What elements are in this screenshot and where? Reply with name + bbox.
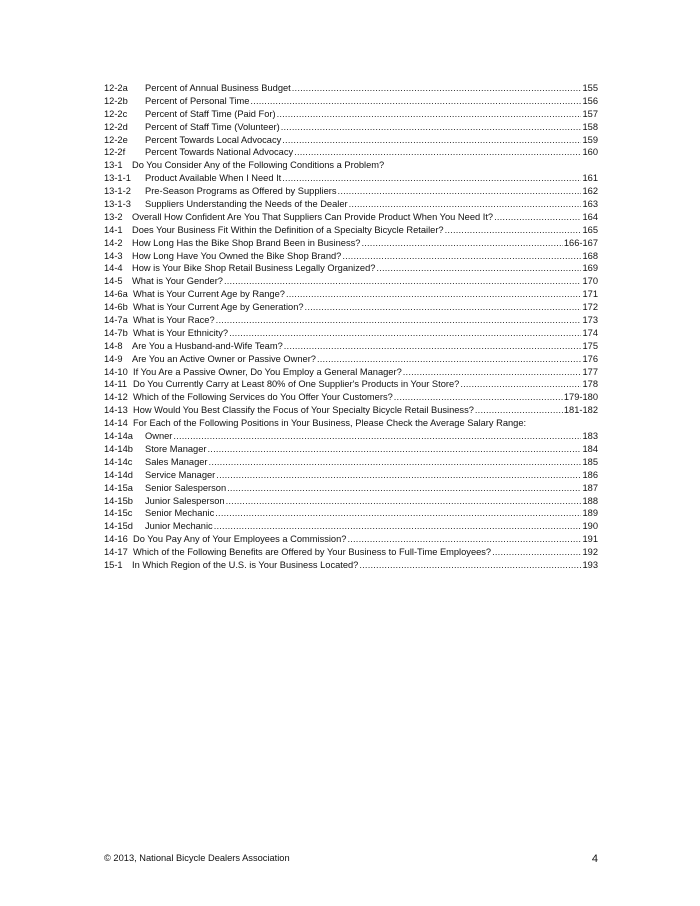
- dot-leader: [347, 533, 581, 546]
- toc-entry[interactable]: [104, 95, 598, 108]
- toc-entry-title: Which of the Following Services do You Offer Your Customers?: [133, 392, 393, 403]
- dot-leader: [226, 495, 582, 508]
- toc-entry[interactable]: [104, 185, 598, 198]
- toc-entry-page: 183: [582, 431, 598, 442]
- toc-entry[interactable]: [104, 507, 598, 520]
- toc-entry[interactable]: [104, 314, 598, 327]
- dot-leader: [445, 224, 582, 237]
- toc-entry-page: 175: [582, 340, 598, 351]
- toc-entry-title: Which of the Following Benefits are Offered by Your Business to Full-Time Employees?: [133, 547, 492, 558]
- dot-leader: [281, 121, 582, 134]
- toc-entry-title: Junior Salesperson: [145, 495, 225, 506]
- toc-entry-number: 14-3: [104, 250, 123, 261]
- toc-entry-page: 170: [582, 276, 598, 287]
- toc-entry-page: 185: [582, 456, 598, 467]
- toc-entry-page: 172: [582, 302, 598, 313]
- dot-leader: [403, 366, 582, 379]
- toc-entry[interactable]: [104, 134, 598, 147]
- toc-entry[interactable]: [104, 172, 598, 185]
- toc-entry[interactable]: [104, 288, 598, 301]
- toc-entry-page: 165: [582, 224, 598, 235]
- toc-entry-title: Suppliers Understanding the Needs of the Dealer: [145, 199, 348, 210]
- toc-entry[interactable]: [104, 224, 598, 237]
- toc-entry-page: 160: [582, 147, 598, 158]
- toc-entry-number: 14-7a: [104, 315, 128, 326]
- toc-entry[interactable]: [104, 211, 598, 224]
- toc-entry-number: 15-1: [104, 559, 123, 570]
- toc-entry-page: 155: [582, 83, 598, 93]
- toc-entry-number: 14-12: [104, 392, 128, 403]
- toc-entry-title: What is Your Race?: [133, 315, 215, 326]
- dot-leader: [250, 95, 581, 108]
- footer: [104, 853, 598, 865]
- toc-entry-title: Pre-Season Programs as Offered by Suppliers: [145, 186, 337, 197]
- toc-entry-title: Store Manager: [145, 443, 207, 454]
- toc-entry-page: 171: [582, 289, 598, 300]
- toc-entry[interactable]: [104, 559, 598, 572]
- dot-leader: [216, 314, 582, 327]
- toc-entry-number: 14-10: [104, 366, 128, 377]
- toc-entry-number: 14-15a: [104, 482, 133, 493]
- toc-entry-title: Percent Towards National Advocacy: [145, 147, 294, 158]
- dot-leader: [460, 378, 581, 391]
- toc-entry-number: 14-7b: [104, 327, 128, 338]
- toc-entry[interactable]: [104, 404, 598, 417]
- toc-entry-title: How Long Has the Bike Shop Brand Been in Business?: [132, 237, 361, 248]
- toc-entry-number: 14-14b: [104, 443, 133, 454]
- toc-entry-page: 169: [582, 263, 598, 274]
- toc-entry[interactable]: [104, 430, 598, 443]
- toc-entry-title: Do You Currently Carry at Least 80% of One Supplier's Products in Your Store?: [133, 379, 460, 390]
- toc-entry-number: 13-1-1: [104, 173, 131, 184]
- toc-entry-title: How Long Have You Owned the Bike Shop Brand?: [132, 250, 342, 261]
- toc-entry-number: 14-2: [104, 237, 123, 248]
- dot-leader: [475, 404, 563, 417]
- toc-entry-page: 191: [582, 534, 598, 545]
- toc-entry[interactable]: [104, 482, 598, 495]
- toc-entry-title: Owner: [145, 431, 173, 442]
- toc-entry[interactable]: [104, 456, 598, 469]
- toc-entry[interactable]: [104, 159, 598, 172]
- toc-entry-title: In Which Region of the U.S. is Your Business Located?: [132, 559, 359, 570]
- toc-entry-page: 177: [582, 366, 598, 377]
- toc-entry-page: 188: [582, 495, 598, 506]
- dot-leader: [209, 456, 582, 469]
- toc-entry-number: 13-1-2: [104, 186, 131, 197]
- toc-entry-title: Product Available When I Need It: [145, 173, 282, 184]
- toc-entry-number: 13-2: [104, 211, 123, 222]
- dot-leader: [277, 108, 582, 121]
- toc-entry[interactable]: [104, 327, 598, 340]
- toc-entry[interactable]: [104, 237, 598, 250]
- dot-leader: [286, 288, 582, 301]
- dot-leader: [492, 546, 581, 559]
- toc-entry[interactable]: [104, 353, 598, 366]
- toc-entry-page: 157: [582, 108, 598, 119]
- toc-entry-title: Percent of Personal Time: [145, 95, 250, 106]
- toc-entry-title: Does Your Business Fit Within the Definition of a Specialty Bicycle Retailer?: [132, 224, 444, 235]
- toc-entry[interactable]: [104, 443, 598, 456]
- toc-entry-page: 189: [582, 508, 598, 519]
- toc-entry-number: 14-4: [104, 263, 123, 274]
- toc-entry-title: Percent of Annual Business Budget: [145, 83, 291, 93]
- toc-entry-number: 14-14a: [104, 431, 133, 442]
- toc-entry-page: 163: [582, 199, 598, 210]
- toc-entry-title: For Each of the Following Positions in Your Business, Please Check the Average Salary Range:: [133, 418, 527, 429]
- toc-entry[interactable]: [104, 366, 598, 379]
- dot-leader: [282, 172, 581, 185]
- toc-entry[interactable]: [104, 469, 598, 482]
- toc-entry-title: How is Your Bike Shop Retail Business Legally Organized?: [132, 263, 376, 274]
- toc-entry-title: How Would You Best Classify the Focus of Your Specialty Bicycle Retail Business?: [133, 405, 474, 416]
- toc-entry[interactable]: [104, 121, 598, 134]
- toc-entry-page: 179-180: [563, 392, 598, 403]
- toc-entry-title: What is Your Ethnicity?: [133, 327, 229, 338]
- footer-copyright: © 2013, National Bicycle Dealers Association: [104, 853, 290, 863]
- toc-entry[interactable]: [104, 198, 598, 211]
- toc-entry-number: 12-2c: [104, 108, 128, 119]
- toc-entry-page: 187: [582, 482, 598, 493]
- toc-entry-number: 14-5: [104, 276, 123, 287]
- toc-entry-number: 13-1: [104, 160, 123, 171]
- toc-entry[interactable]: [104, 108, 598, 121]
- dot-leader: [208, 443, 582, 456]
- toc-entry[interactable]: [104, 417, 598, 430]
- toc-entry-title: If You Are a Passive Owner, Do You Employ a General Manager?: [133, 366, 402, 377]
- dot-leader: [173, 430, 581, 443]
- toc-entry[interactable]: [104, 391, 598, 404]
- toc-entry-page: 173: [582, 315, 598, 326]
- toc-entry-number: 14-6b: [104, 302, 128, 313]
- dot-leader: [216, 469, 581, 482]
- dot-leader: [317, 353, 582, 366]
- dot-leader: [494, 211, 581, 224]
- toc-entry-title: Senior Mechanic: [145, 508, 215, 519]
- toc-entry[interactable]: [104, 146, 598, 159]
- dot-leader: [359, 559, 581, 572]
- toc-entry-page: 181-182: [563, 405, 598, 416]
- toc-entry-page: 162: [582, 186, 598, 197]
- toc-entry-number: 12-2f: [104, 147, 126, 158]
- toc-entry-number: 14-14d: [104, 469, 133, 480]
- toc-entry-number: 14-15b: [104, 495, 133, 506]
- toc-entry[interactable]: [104, 520, 598, 533]
- toc-entry[interactable]: [104, 250, 598, 263]
- toc-entry-title: What is Your Current Age by Generation?: [133, 302, 304, 313]
- toc-entry-number: 12-2e: [104, 134, 128, 145]
- toc-entry-page: 190: [582, 521, 598, 532]
- toc-entry-title: Percent of Staff Time (Volunteer): [145, 121, 280, 132]
- toc-entry-title: Do You Consider Any of the Following Conditions a Problem?: [132, 160, 385, 171]
- dot-leader: [284, 340, 582, 353]
- toc-entry-title: Junior Mechanic: [145, 521, 213, 532]
- toc-entry-number: 12-2b: [104, 95, 128, 106]
- toc-entry-page: 176: [582, 353, 598, 364]
- toc-entry-number: 14-14c: [104, 456, 133, 467]
- toc-entry-page: 158: [582, 121, 598, 132]
- dot-leader: [282, 134, 581, 147]
- dot-leader: [349, 198, 582, 211]
- toc-entry[interactable]: [104, 275, 598, 288]
- page-number: 4: [591, 853, 598, 865]
- toc-entry-page: 156: [582, 95, 598, 106]
- dot-leader: [214, 520, 582, 533]
- toc-entry-number: 14-1: [104, 224, 123, 235]
- toc-entry[interactable]: [104, 546, 598, 559]
- dot-leader: [292, 82, 582, 95]
- toc-entry-number: 14-9: [104, 353, 123, 364]
- toc-entry-title: What is Your Current Age by Range?: [133, 289, 285, 300]
- dot-leader: [342, 250, 581, 263]
- toc-entry[interactable]: [104, 301, 598, 314]
- dot-leader: [376, 262, 581, 275]
- toc-entry[interactable]: [104, 262, 598, 275]
- toc-entry[interactable]: [104, 378, 598, 391]
- toc-entry-title: Are You a Husband-and-Wife Team?: [132, 340, 283, 351]
- toc-entry-number: 14-16: [104, 534, 128, 545]
- toc-entry-title: Sales Manager: [145, 456, 208, 467]
- toc-entry-page: 159: [582, 134, 598, 145]
- dot-leader: [394, 391, 563, 404]
- dot-leader: [294, 146, 581, 159]
- dot-leader: [227, 482, 581, 495]
- toc-entry-page: 193: [582, 559, 598, 570]
- toc-entry-number: 14-15c: [104, 508, 133, 519]
- toc-entry-number: 14-8: [104, 340, 123, 351]
- toc-entry-title: Percent Towards Local Advocacy: [145, 134, 282, 145]
- toc-entry-number: 14-15d: [104, 521, 133, 532]
- toc-entry-page: 174: [582, 327, 598, 338]
- toc-entry-title: Percent of Staff Time (Paid For): [145, 108, 276, 119]
- toc-entry-title: What is Your Gender?: [132, 276, 223, 287]
- dot-leader: [338, 185, 582, 198]
- dot-leader: [224, 275, 582, 288]
- toc-entry-page: 161: [582, 173, 598, 184]
- toc-entry-page: 186: [582, 469, 598, 480]
- toc-entry-number: 14-11: [104, 379, 128, 390]
- toc-entry-page: 184: [582, 443, 598, 454]
- toc-entry-title: Overall How Confident Are You That Suppliers Can Provide Product When You Need It?: [132, 211, 494, 222]
- toc-entry-number: 14-6a: [104, 289, 128, 300]
- toc-entry[interactable]: [104, 495, 598, 508]
- toc-entry-page: 178: [582, 379, 598, 390]
- toc-entry-page: 166-167: [563, 237, 598, 248]
- dot-leader: [215, 507, 581, 520]
- toc-entry-title: Service Manager: [145, 469, 216, 480]
- dot-leader: [229, 327, 581, 340]
- dot-leader: [305, 301, 582, 314]
- toc-entry-number: 14-14: [104, 418, 128, 429]
- toc-entry-page: 168: [582, 250, 598, 261]
- toc-entry[interactable]: [104, 340, 598, 353]
- toc-entry-title: Do You Pay Any of Your Employees a Commission?: [133, 534, 347, 545]
- toc-entry-page: 164: [582, 211, 598, 222]
- toc-entry-number: 12-2a: [104, 83, 128, 93]
- toc-entry-number: 12-2d: [104, 121, 128, 132]
- table-of-contents: [104, 82, 598, 572]
- toc-entry-title: Are You an Active Owner or Passive Owner?: [132, 353, 316, 364]
- dot-leader: [361, 237, 562, 250]
- toc-entry-number: 13-1-3: [104, 199, 131, 210]
- toc-entry-page: 192: [582, 547, 598, 558]
- toc-entry-number: 14-13: [104, 405, 128, 416]
- toc-entry[interactable]: [104, 82, 598, 95]
- toc-entry-title: Senior Salesperson: [145, 482, 227, 493]
- toc-entry[interactable]: [104, 533, 598, 546]
- toc-entry-number: 14-17: [104, 547, 128, 558]
